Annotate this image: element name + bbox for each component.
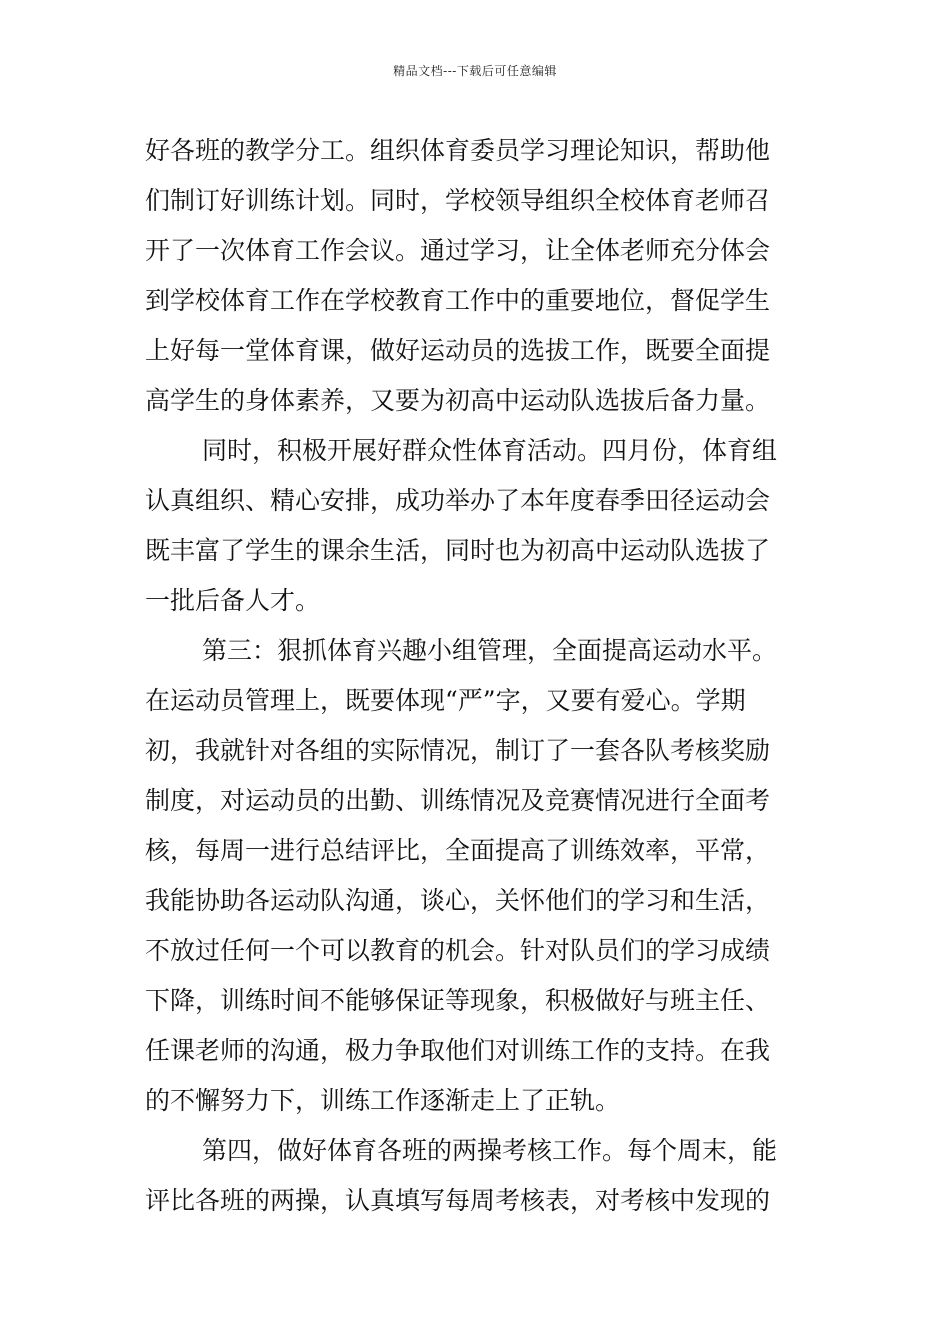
text-line: 上好每一堂体育课，做好运动员的选拔工作，既要全面提 (145, 336, 771, 365)
text-line: 不放过任何一个可以教育的机会。针对队员们的学习成绩 (145, 936, 771, 965)
text-line: 初，我就针对各组的实际情况，制订了一套各队考核奖励 (145, 736, 771, 765)
text-line: 任课老师的沟通，极力争取他们对训练工作的支持。在我 (145, 1036, 771, 1065)
page-header: 精品文档---下载后可任意编辑 (393, 64, 557, 78)
text-line: 评比各班的两操，认真填写每周考核表，对考核中发现的 (145, 1186, 771, 1215)
paragraph-start-line: 第四，做好体育各班的两操考核工作。每个周末，能 (202, 1136, 778, 1165)
text-line: 的不懈努力下，训练工作逐渐走上了正轨。 (145, 1086, 621, 1115)
text-line: 下降，训练时间不能够保证等现象，积极做好与班主任、 (145, 986, 771, 1015)
text-line: 认真组织、精心安排，成功举办了本年度春季田径运动会 (145, 486, 771, 515)
text-line: 高学生的身体素养，又要为初高中运动队选拔后备力量。 (145, 386, 771, 415)
document-body (145, 126, 810, 1226)
text-line: 开了一次体育工作会议。通过学习，让全体老师充分体会 (145, 236, 771, 265)
text-line: 到学校体育工作在学校教育工作中的重要地位，督促学生 (145, 286, 771, 315)
paragraph-start-line: 第三：狠抓体育兴趣小组管理，全面提高运动水平。 (202, 636, 778, 665)
text-line: 核，每周一进行总结评比，全面提高了训练效率，平常， (145, 836, 771, 865)
text-line: 一批后备人才。 (145, 586, 321, 615)
text-line: 我能协助各运动队沟通，谈心，关怀他们的学习和生活， (145, 886, 771, 915)
text-line: 好各班的教学分工。组织体育委员学习理论知识，帮助他 (145, 136, 771, 165)
text-line: 制度，对运动员的出勤、训练情况及竞赛情况进行全面考 (145, 786, 771, 815)
paragraph-start-line: 同时，积极开展好群众性体育活动。四月份，体育组 (202, 436, 778, 465)
text-line: 们制订好训练计划。同时，学校领导组织全校体育老师召 (145, 186, 771, 215)
text-line: 既丰富了学生的课余生活，同时也为初高中运动队选拔了 (145, 536, 771, 565)
text-line: 在运动员管理上，既要体现“严”字，又要有爱心。学期 (145, 686, 746, 715)
